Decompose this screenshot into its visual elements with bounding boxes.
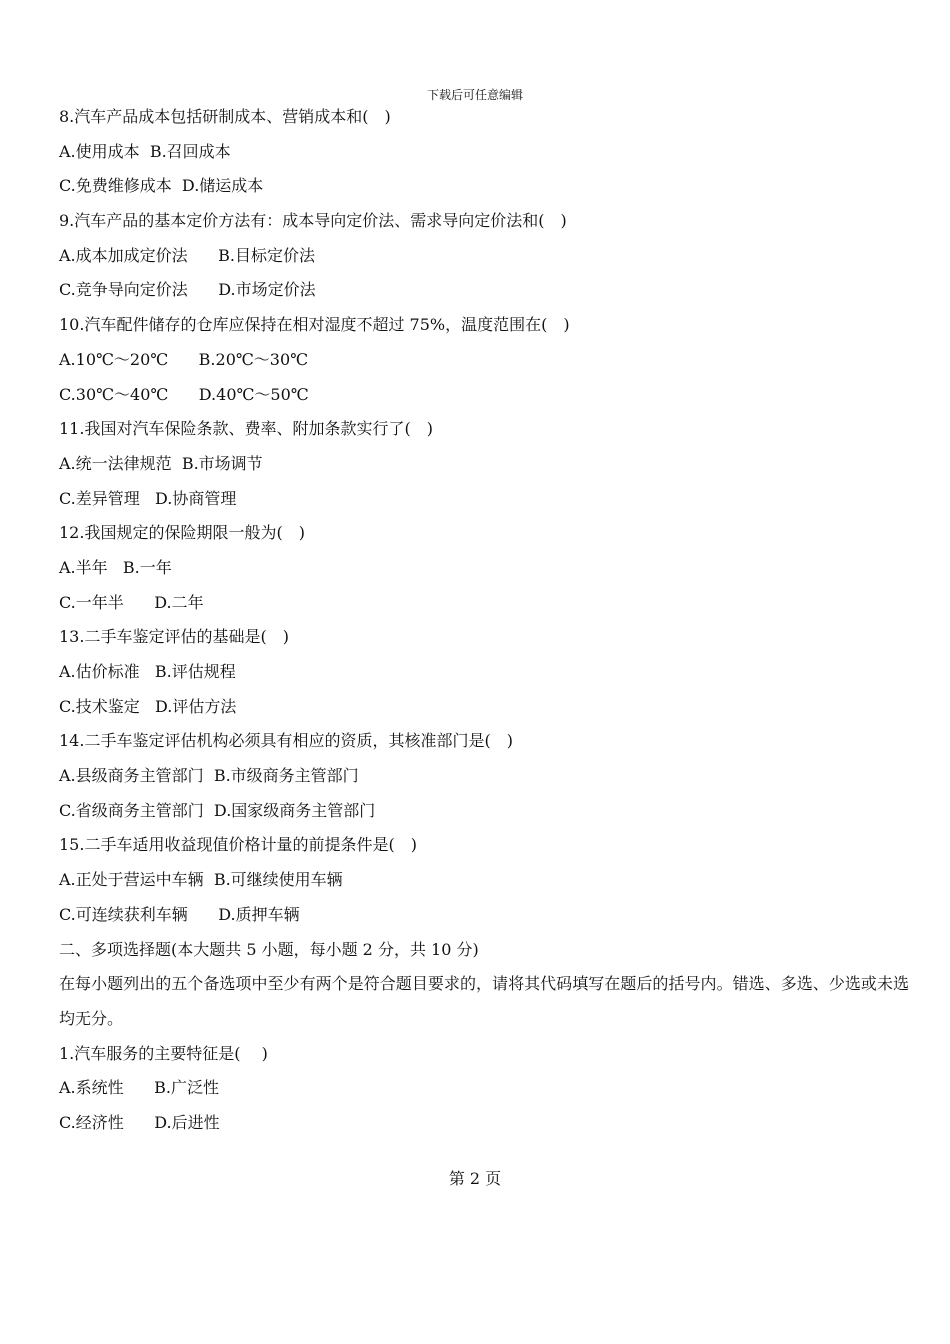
mq1-options-cd: C.经济性 D.后进性 (59, 1112, 220, 1132)
section-instruction: 在每小题列出的五个备选项中至少有两个是符合题目要求的，请将其代码填写在题后的括号内。错选、多选、少选或未选均无分。 (59, 974, 909, 1028)
page-number: 第 2 页 (448, 1169, 502, 1188)
document-body (59, 100, 909, 1141)
q14-options-ab: A.县级商务主管部门 B.市级商务主管部门 (59, 766, 359, 786)
q9-options-cd: C.竞争导向定价法 D.市场定价法 (59, 280, 316, 300)
q10-options-cd: C.30℃～40℃ D.40℃～50℃ (59, 384, 309, 404)
q14-options-cd: C.省级商务主管部门 D.国家级商务主管部门 (59, 800, 376, 820)
q13-options-ab: A.估价标准 B.评估规程 (59, 662, 236, 681)
multi-question-1: 1.汽车服务的主要特征是( ) (59, 1043, 268, 1063)
q11-options-ab: A.统一法律规范 B.市场调节 (59, 453, 263, 473)
question-10: 10.汽车配件储存的仓库应保持在相对湿度不超过 75%，温度范围在( ) (59, 315, 570, 335)
mq1-options-ab: A.系统性 B.广泛性 (59, 1078, 220, 1098)
q9-options-ab: A.成本加成定价法 B.目标定价法 (59, 245, 316, 265)
question-9: 9.汽车产品的基本定价方法有：成本导向定价法、需求导向定价法和( ) (59, 211, 567, 231)
q11-options-cd: C.差异管理 D.协商管理 (59, 488, 237, 508)
question-12: 12.我国规定的保险期限一般为( ) (59, 523, 305, 543)
q8-options-cd: C.免费维修成本 D.储运成本 (59, 176, 264, 196)
question-13: 13.二手车鉴定评估的基础是( ) (59, 627, 289, 647)
q15-options-cd: C.可连续获利车辆 D.质押车辆 (59, 904, 300, 924)
q15-options-ab: A.正处于营运中车辆 B.可继续使用车辆 (59, 870, 343, 890)
q10-options-ab: A.10℃～20℃ B.20℃～30℃ (59, 349, 309, 369)
question-11: 11.我国对汽车保险条款、费率、附加条款实行了( ) (59, 419, 433, 439)
q13-options-cd: C.技术鉴定 D.评估方法 (59, 696, 237, 716)
q12-options-ab: A.半年 B.一年 (59, 557, 172, 577)
question-15: 15.二手车适用收益现值价格计量的前提条件是( ) (59, 835, 417, 855)
question-14: 14.二手车鉴定评估机构必须具有相应的资质，其核准部门是( ) (59, 731, 513, 751)
page-header: 下载后可任意编辑 (426, 88, 523, 102)
question-8: 8.汽车产品成本包括研制成本、营销成本和( ) (59, 107, 391, 126)
q8-options-ab: A.使用成本 B.召回成本 (59, 141, 231, 161)
q12-options-cd: C.一年半 D.二年 (59, 592, 204, 612)
section-heading: 二、多项选择题(本大题共 5 小题，每小题 2 分，共 10 分) (59, 939, 479, 959)
